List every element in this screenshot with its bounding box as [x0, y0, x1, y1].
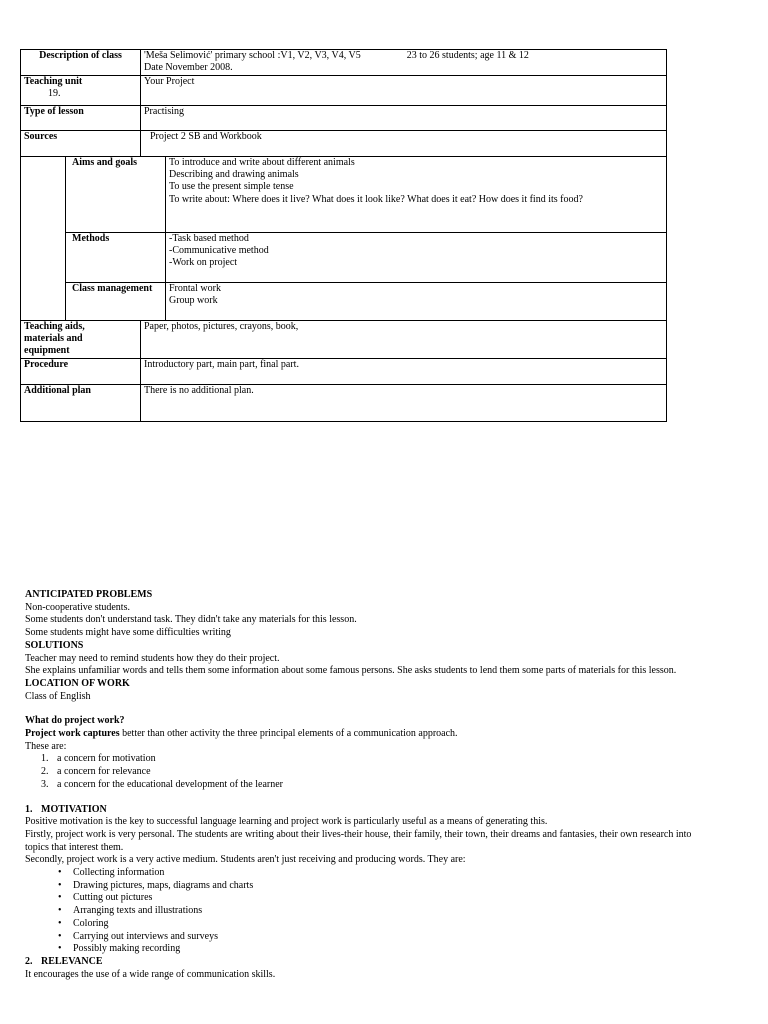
anticipated-line: Non-cooperative students.	[25, 601, 130, 613]
unit-number: 19.	[48, 88, 61, 100]
relevance-heading: RELEVANCE	[41, 955, 103, 967]
additional-label: Additional plan	[24, 385, 91, 396]
aims-label: Aims and goals	[72, 157, 138, 168]
aims-label-cell	[66, 157, 166, 233]
class-mgmt-line: Group work	[169, 295, 218, 307]
list-item: • Cutting out pictures	[25, 892, 695, 905]
aims-line: To write about: Where does it live? What does it look like? What does it eat? How does it find its food?	[169, 193, 583, 205]
list-item: • Collecting information	[25, 867, 695, 880]
additional-value: There is no additional plan.	[141, 385, 667, 422]
motivation-line: Firstly, project work is very personal. The students are writing about their lives-their house, their family, their town, their dreams and fantasies, their own research into topics that interest them.	[25, 828, 692, 853]
row-type-of-lesson	[21, 106, 667, 131]
list-item: • Carrying out interviews and surveys	[25, 931, 695, 944]
activities-list	[25, 867, 695, 956]
list-item: • Arranging texts and illustrations	[25, 905, 695, 918]
relevance-number: 2.	[25, 955, 33, 967]
anticipated-line: Some students don't understand task. They didn't take any materials for this lesson.	[25, 614, 357, 626]
row-teaching-aids	[21, 321, 667, 359]
class-mgmt-label: Class management	[72, 283, 153, 294]
description-label-cell	[21, 50, 141, 76]
unit-label-cell	[21, 76, 141, 106]
document-body	[25, 589, 695, 981]
list-item	[25, 753, 695, 766]
list-number: 2.	[41, 766, 49, 778]
motivation-heading-line	[25, 804, 695, 817]
row-aims	[21, 157, 667, 233]
motivation-line: Secondly, project work is a very active medium. Students aren't just receiving and producing words. They are:	[25, 854, 466, 866]
methods-line: -Task based method	[169, 233, 249, 244]
class-mgmt-line: Frontal work	[169, 283, 221, 294]
location-heading: LOCATION OF WORK	[25, 677, 130, 689]
row-methods	[21, 233, 667, 283]
procedure-label-cell	[21, 359, 141, 385]
location-value: Class of English	[25, 690, 91, 702]
type-label: Type of lesson	[24, 106, 84, 117]
captures-paragraph	[25, 728, 695, 741]
procedure-value: Introductory part, main part, final part.	[141, 359, 667, 385]
list-item-text: a concern for motivation	[57, 753, 156, 765]
row-procedure	[21, 359, 667, 385]
aims-value-cell	[166, 157, 667, 233]
class-mgmt-value-cell	[166, 283, 667, 321]
list-number: 1.	[41, 753, 49, 765]
list-item-text: a concern for relevance	[57, 766, 151, 778]
list-item: • Coloring	[25, 918, 695, 931]
methods-label: Methods	[72, 233, 110, 244]
aids-label-line: materials and	[24, 333, 83, 345]
elements-list	[25, 753, 695, 791]
row-sources	[21, 131, 667, 157]
aids-label-line: equipment	[24, 345, 70, 357]
type-label-cell	[21, 106, 141, 131]
motivation-heading: MOTIVATION	[41, 803, 107, 815]
empty-side-cell	[21, 157, 66, 321]
motivation-number: 1.	[25, 803, 33, 815]
unit-value: Your Project	[141, 76, 667, 106]
what-heading: What do project work?	[25, 715, 125, 727]
methods-line: -Communicative method	[169, 245, 269, 257]
list-item	[25, 766, 695, 779]
row-class-management	[21, 283, 667, 321]
row-teaching-unit	[21, 76, 667, 106]
list-item	[25, 779, 695, 792]
methods-line: -Work on project	[169, 257, 238, 269]
unit-label: Teaching unit	[24, 76, 83, 87]
row-description	[21, 50, 667, 76]
solutions-line: She explains unfamiliar words and tells them some information about some famous persons. She asks students to lend them some parts of materials for this lesson.	[25, 665, 677, 677]
list-item-text: a concern for the educational development of the learner	[57, 778, 284, 790]
description-students: 23 to 26 students; age 11 & 12	[406, 50, 529, 61]
sources-label: Sources	[24, 131, 58, 142]
aids-value: Paper, photos, pictures, crayons, book,	[141, 321, 667, 359]
these-are: These are:	[25, 740, 67, 752]
description-label: Description of class	[39, 50, 122, 61]
type-value: Practising	[141, 106, 667, 131]
anticipated-line: Some students might have some difficulties writing	[25, 627, 231, 639]
aids-label-line: Teaching aids,	[24, 321, 85, 332]
class-mgmt-label-cell	[66, 283, 166, 321]
motivation-line: Positive motivation is the key to successful language learning and project work is particularly useful as a means of generating this.	[25, 816, 548, 828]
description-value-cell	[141, 50, 667, 76]
relevance-line: It encourages the use of a wide range of communication skills.	[25, 968, 276, 980]
sources-value: Project 2 SB and Workbook	[141, 131, 667, 157]
aids-label-cell	[21, 321, 141, 359]
list-item: • Possibly making recording	[25, 943, 695, 956]
aims-line: To use the present simple tense	[169, 181, 294, 193]
aims-line: Describing and drawing animals	[169, 169, 299, 181]
captures-rest: better than other activity the three principal elements of a communication approach.	[119, 728, 458, 740]
methods-value-cell	[166, 233, 667, 283]
anticipated-heading: ANTICIPATED PROBLEMS	[25, 589, 153, 600]
sources-label-cell	[21, 131, 141, 157]
relevance-heading-line	[25, 956, 695, 969]
list-item: • Drawing pictures, maps, diagrams and charts	[25, 880, 695, 893]
procedure-label: Procedure	[24, 359, 69, 370]
additional-label-cell	[21, 385, 141, 422]
lesson-plan-table	[20, 49, 667, 422]
description-school: 'Meša Selimović' primary school :V1, V2, V3, V4, V5	[144, 50, 361, 61]
solutions-line: Teacher may need to remind students how they do their project.	[25, 652, 280, 664]
solutions-heading: SOLUTIONS	[25, 639, 84, 651]
methods-label-cell	[66, 233, 166, 283]
list-number: 3.	[41, 778, 49, 790]
captures-bold: Project work captures	[25, 728, 120, 740]
aims-line: To introduce and write about different animals	[169, 157, 355, 168]
description-date: Date November 2008.	[144, 62, 233, 74]
row-additional-plan	[21, 385, 667, 422]
